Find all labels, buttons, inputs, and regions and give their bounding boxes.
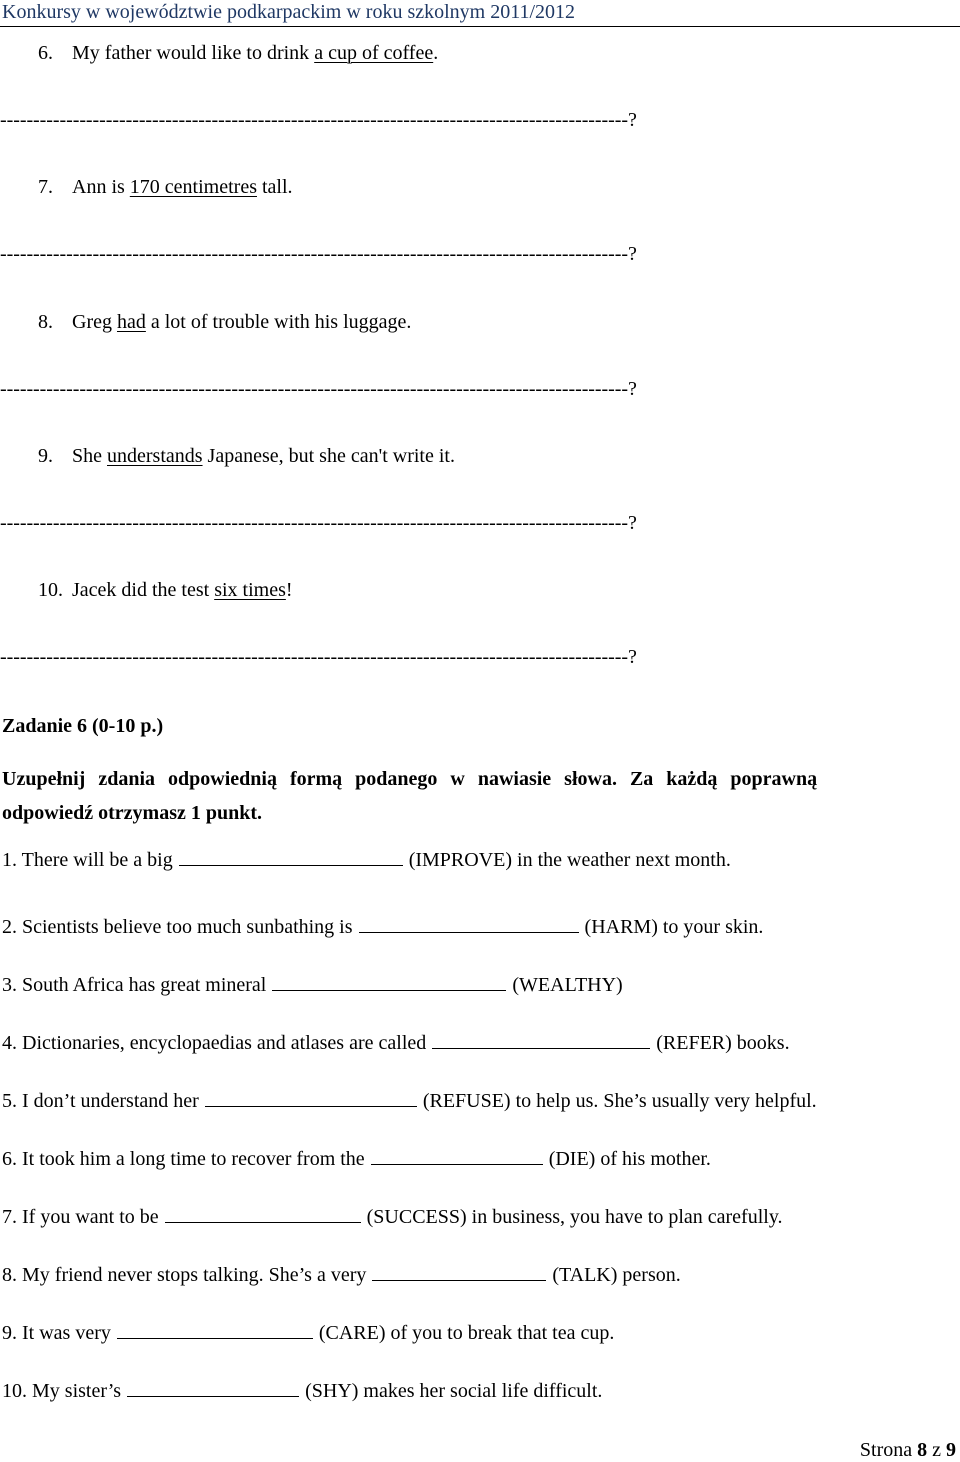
question-7: 7. Ann is 170 centimetres tall. bbox=[38, 176, 293, 198]
fill-item-4: 4. Dictionaries, encyclopaedias and atlases are called (REFER) books. bbox=[2, 1032, 790, 1054]
answer-line-9[interactable]: -----------------------------------------------------------------------------------------------? bbox=[0, 512, 637, 534]
blank-field[interactable] bbox=[127, 1378, 299, 1397]
task-title: Zadanie 6 (0-10 p.) bbox=[2, 715, 164, 737]
page-number: Strona 8 z 9 bbox=[859, 1439, 956, 1461]
page-header bbox=[0, 0, 960, 27]
blank-field[interactable] bbox=[432, 1030, 650, 1049]
fill-item-10: 10. My sister’s (SHY) makes her social life difficult. bbox=[2, 1380, 603, 1402]
fill-item-8: 8. My friend never stops talking. She’s a very (TALK) person. bbox=[2, 1264, 681, 1286]
question-6: 6. My father would like to drink a cup of coffee. bbox=[38, 42, 439, 64]
header-title: Konkursy w województwie podkarpackim w roku szkolnym 2011/2012 bbox=[2, 1, 576, 23]
answer-line-8[interactable]: -----------------------------------------------------------------------------------------------? bbox=[0, 378, 637, 400]
fill-item-9: 9. It was very (CARE) of you to break that tea cup. bbox=[2, 1322, 615, 1344]
blank-field[interactable] bbox=[179, 847, 403, 866]
question-10: 10. Jacek did the test six times! bbox=[38, 579, 293, 601]
blank-field[interactable] bbox=[165, 1204, 361, 1223]
question-9: 9. She understands Japanese, but she can't write it. bbox=[38, 445, 455, 467]
blank-field[interactable] bbox=[272, 972, 506, 991]
task-instruction: Uzupełnij zdania odpowiednią formą podanego w nawiasie słowa. Za każdą poprawną odpowiedź otrzymasz 1 punkt. bbox=[2, 768, 818, 824]
answer-line-6[interactable]: -----------------------------------------------------------------------------------------------? bbox=[0, 109, 637, 131]
blank-field[interactable] bbox=[359, 914, 579, 933]
blank-field[interactable] bbox=[371, 1146, 543, 1165]
blank-field[interactable] bbox=[117, 1320, 313, 1339]
fill-item-3: 3. South Africa has great mineral (WEALTHY) bbox=[2, 974, 623, 996]
fill-item-5: 5. I don’t understand her (REFUSE) to help us. She’s usually very helpful. bbox=[2, 1090, 817, 1112]
answer-line-10[interactable]: -----------------------------------------------------------------------------------------------? bbox=[0, 646, 637, 668]
fill-item-2: 2. Scientists believe too much sunbathing is (HARM) to your skin. bbox=[2, 916, 764, 938]
question-8: 8. Greg had a lot of trouble with his luggage. bbox=[38, 311, 412, 333]
fill-item-7: 7. If you want to be (SUCCESS) in business, you have to plan carefully. bbox=[2, 1206, 783, 1228]
fill-item-6: 6. It took him a long time to recover from the (DIE) of his mother. bbox=[2, 1148, 711, 1170]
answer-line-7[interactable]: -----------------------------------------------------------------------------------------------? bbox=[0, 243, 637, 265]
fill-item-1: 1. There will be a big (IMPROVE) in the weather next month. bbox=[2, 849, 731, 871]
blank-field[interactable] bbox=[205, 1088, 417, 1107]
blank-field[interactable] bbox=[372, 1262, 546, 1281]
